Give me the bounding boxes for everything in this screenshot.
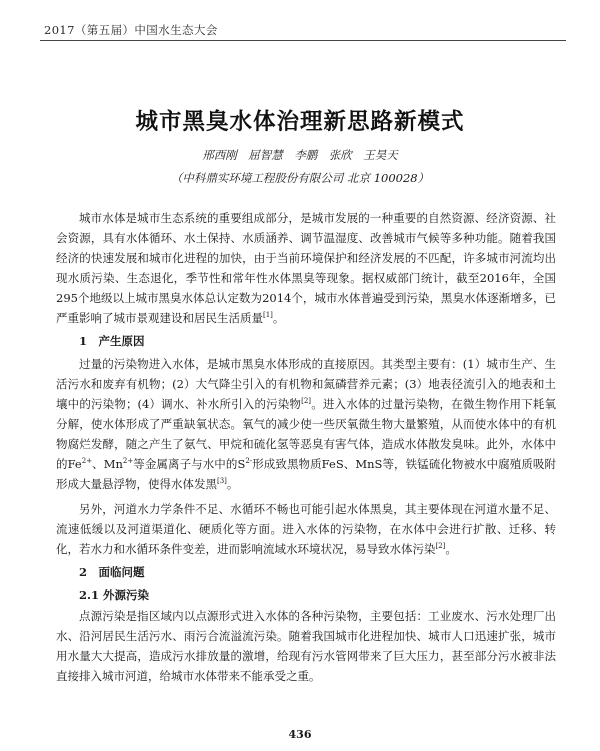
citation: [2] [301, 397, 312, 406]
paragraph: 点源污染是指区域内以点源形式进入水体的各种污染物，主要包括：工业废水、污水处理厂出水、沿河居民生活污水、雨污合流溢流污染。随着我国城市化进程加快、城市人口迅速扩张，城市用水量大大提高，造成污水排放量的激增，给现有污水管网带来了巨大压力，甚至部分污水被非法直接排入城市河道，给城市水体带来不能承受之重。 [56, 609, 556, 683]
paragraph: 过量的污染物进入水体，是城市黑臭水体形成的直接原因。其类型主要有：(1）城市生产、生活污水和废弃有机物；(2）大气降尘引入的有机物和氮磷营养元素；(3）地表径流引入的地表和土壤中的污染物；(4）调水、补水所引入的污染物[2]。进入水体的过量污染物，在微生物作用下耗氧分解，使水体形成了严重缺氧状态。氧气的减少使一些厌氧微生物大量繁殖，从而使水体中的有机物腐烂发酵，随之产生了氨气、甲烷和硫化氢等恶臭有害气体，造成水体散发臭味。此外，水体中的$Fe^{2+}$、$Mn^{2+}$等金属离子与水中的$S^{2-}$形成致黑物质FeS、MnS等，铁锰硫化物被水中腐殖质吸附形成大量悬浮物，使得水体发黑[3]。 [56, 357, 556, 491]
header-rule [40, 40, 566, 41]
page-number: 436 [288, 728, 312, 741]
section-heading-causes: 1 产生原因 [79, 334, 145, 348]
article-body [56, 208, 556, 686]
citation: [2] [435, 542, 446, 551]
intro-paragraph: 城市水体是城市生态系统的重要组成部分，是城市发展的一种重要的自然资源、经济资源、社会资源，具有水体循环、水土保持、水质涵养、调节温湿度、改善城市气候等多种功能。随着我国经济的快速发展和城市化进程的加快，由于当前环境保护和经济发展的不匹配，许多城市河流均出现水质污染、生态退化，季节性和常年性水体黑臭等现象。据权威部门统计，截至2016年，全国295个地级以上城市黑臭水体总认定数为2014个，城市水体普遍受到污染，黑臭水体逐渐增多，已严重影响了城市景观建设和居民生活质量[1]。 [56, 211, 556, 325]
citation: [3] [217, 477, 227, 486]
subsection-heading-external-pollution: 2.1 外源污染 [79, 588, 150, 602]
paragraph: 另外，河道水力学条件不足、水循环不畅也可能引起水体黑臭，其主要体现在河道水量不足、流速低缓以及河道渠道化、硬质化等方面。进入水体的污染物，在水体中会进行扩散、迁移、转化，若水力和水循环条件变差，进而影响流域水环境状况，易导致水体污染[2]。 [56, 502, 556, 556]
paper-title: 城市黑臭水体治理新思路新模式 [135, 109, 465, 135]
author-list: 邢西刚 屈智慧 李鹏 张欣 王昊天 [202, 148, 398, 162]
affiliation: （中科鼎实环境工程股份有限公司 北京 100028） [170, 171, 430, 185]
running-header: 2017（第五届）中国水生态大会 [44, 23, 218, 37]
section-heading-problems: 2 面临问题 [79, 565, 145, 579]
citation: [1] [263, 311, 273, 320]
